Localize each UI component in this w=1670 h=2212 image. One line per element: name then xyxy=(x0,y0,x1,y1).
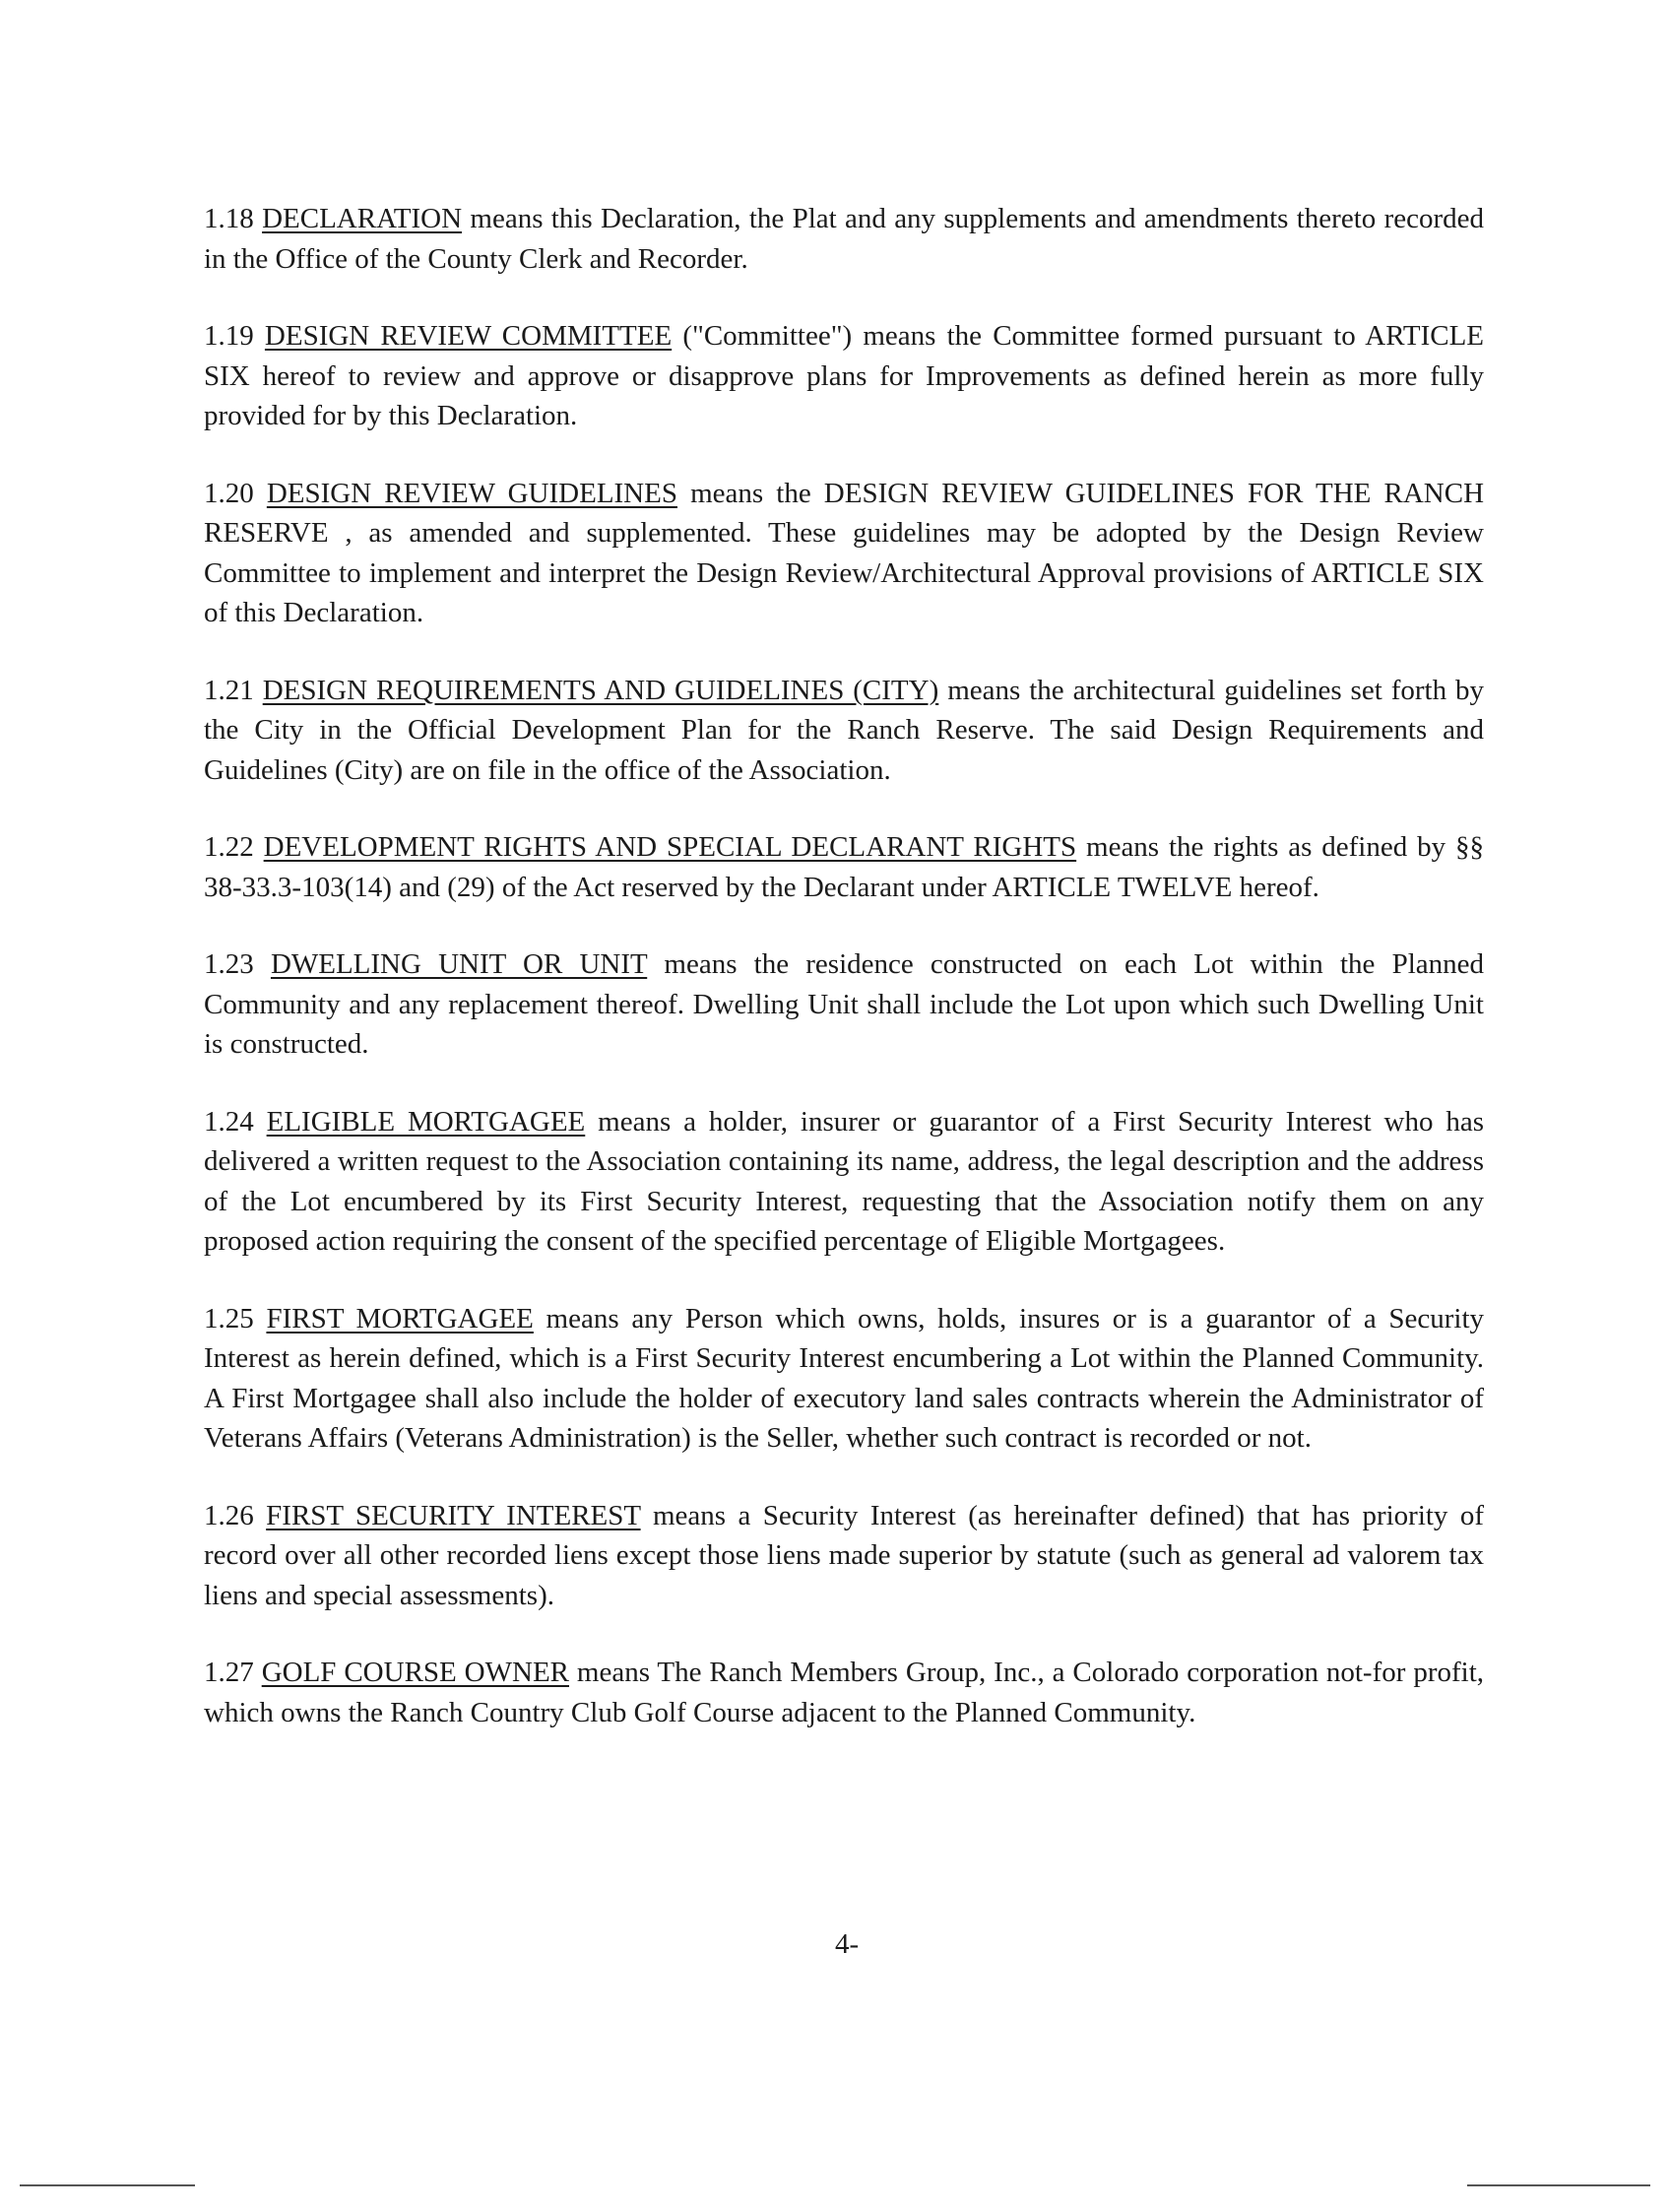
defined-term: DESIGN REQUIREMENTS AND GUIDELINES (CITY) xyxy=(262,674,939,706)
definition-text: means this Declaration, the Plat and any supplements and amendments thereto recorded in the Office of the County Clerk and Recorder. xyxy=(204,203,1485,275)
defined-term: FIRST MORTGAGEE xyxy=(266,1302,534,1334)
section-number: 1.26 xyxy=(204,1499,254,1531)
definition-text: means any Person which owns, holds, insures or is a guarantor of a Security Interest as herein defined, which is a First Security Interest encumbering a Lot within the Planned Community. A First Mortgagee shall also include the holder of executory land sales contracts wherein the Administrator of Veterans Affairs (Veterans Administration) is the Seller, whether such contract is recorded or not. xyxy=(204,1302,1485,1454)
section-1-24 xyxy=(204,1102,1484,1262)
defined-term: DEVELOPMENT RIGHTS AND SPECIAL DECLARANT RIGHTS xyxy=(263,831,1077,863)
defined-term: DESIGN REVIEW COMMITTEE xyxy=(264,320,673,352)
section-1-21 xyxy=(204,671,1484,791)
definition-text: means the rights as defined by §§ 38-33.3-103(14) and (29) of the Act reserved by the Declarant under ARTICLE TWELVE hereof. xyxy=(204,831,1485,903)
section-number: 1.27 xyxy=(204,1657,254,1688)
section-1-23 xyxy=(204,944,1484,1065)
scan-artifact-line xyxy=(1467,2184,1650,2186)
section-1-18 xyxy=(204,199,1484,279)
section-1-22 xyxy=(204,827,1484,907)
section-number: 1.23 xyxy=(204,948,254,980)
definition-text: means a holder, insurer or guarantor of a First Security Interest who has delivered a written request to the Association containing its name, address, the legal description and the address of the Lot encumbered by its First Security Interest, requesting that the Association notify them on any proposed action requiring the consent of the specified percentage of Eligible Mortgagees. xyxy=(204,1105,1484,1257)
section-1-20 xyxy=(204,474,1484,633)
section-number: 1.20 xyxy=(204,477,254,509)
section-number: 1.18 xyxy=(204,203,254,234)
section-1-19 xyxy=(204,316,1484,436)
definition-text: means the residence constructed on each Lot within the Planned Community and any replacement thereof. Dwelling Unit shall include the Lot upon which such Dwelling Unit is constructed. xyxy=(204,948,1485,1060)
defined-term: FIRST SECURITY INTEREST xyxy=(266,1499,641,1531)
section-1-25 xyxy=(204,1299,1484,1459)
definition-text: ("Committee") means the Committee formed pursuant to ARTICLE SIX hereof to review and approve or disapprove plans for Improvements as defined herein as more fully provided for by this Declaration. xyxy=(204,320,1484,431)
scan-artifact-line xyxy=(20,2184,195,2186)
section-number: 1.24 xyxy=(204,1105,254,1138)
defined-term: GOLF COURSE OWNER xyxy=(261,1657,569,1688)
definition-text: means the DESIGN REVIEW GUIDELINES FOR THE RANCH RESERVE , as amended and supplemented. These guidelines may be adopted by the Design Review Committee to implement and interpret the Design Review/Architectural Approval provisions of ARTICLE SIX of this Declaration. xyxy=(204,477,1485,628)
document-body xyxy=(204,199,1484,1770)
definition-text: means the architectural guidelines set forth by the City in the Official Development Plan for the Ranch Reserve. The said Design Requirements and Guidelines (City) are on file in the office of the Association. xyxy=(204,674,1485,786)
definition-text: means a Security Interest (as hereinafter defined) that has priority of record over all other recorded liens except those liens made superior by statute (such as general ad valorem tax liens and special assessments). xyxy=(204,1499,1485,1611)
section-1-26 xyxy=(204,1496,1484,1616)
defined-term: DECLARATION xyxy=(262,203,463,234)
section-1-27 xyxy=(204,1653,1484,1732)
defined-term: DESIGN REVIEW GUIDELINES xyxy=(266,477,677,509)
section-number: 1.21 xyxy=(204,674,254,706)
definition-text: means The Ranch Members Group, Inc., a Colorado corporation not-for profit, which owns the Ranch Country Club Golf Course adjacent to the Planned Community. xyxy=(204,1657,1484,1728)
section-number: 1.22 xyxy=(204,831,254,863)
section-number: 1.19 xyxy=(204,320,254,352)
defined-term: ELIGIBLE MORTGAGEE xyxy=(266,1105,586,1138)
section-number: 1.25 xyxy=(204,1302,254,1334)
defined-term: DWELLING UNIT OR UNIT xyxy=(270,948,648,980)
page-number: 4- xyxy=(835,1928,860,1960)
